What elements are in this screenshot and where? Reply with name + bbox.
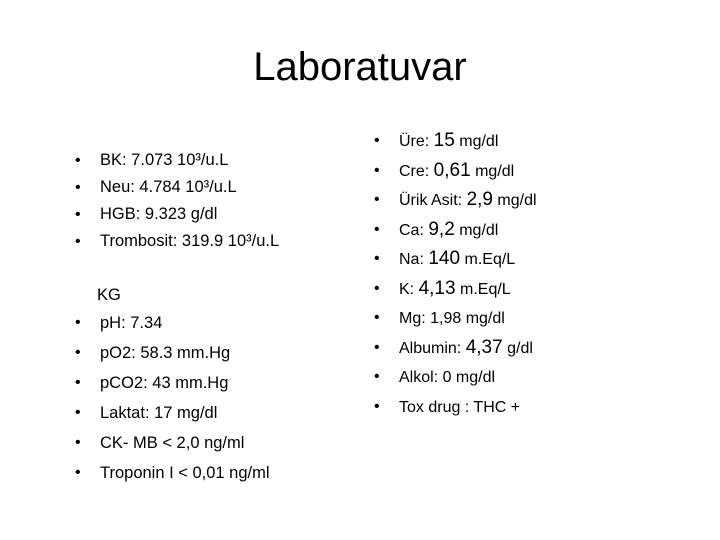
blood-gas-list: [75, 308, 270, 488]
list-item-text: CK- MB < 2,0 ng/ml: [100, 434, 245, 452]
item-value: 2,9: [466, 189, 493, 210]
blood-gas-heading: KG: [97, 286, 121, 304]
list-item-text: pCO2: 43 mm.Hg: [100, 374, 229, 392]
list-item: [374, 392, 537, 422]
bullet-icon: •: [75, 434, 81, 451]
bullet-icon: •: [75, 314, 81, 331]
item-label: Alkol: 0 mg/dl: [399, 369, 496, 386]
list-item: [75, 368, 270, 398]
bullet-icon: •: [75, 206, 81, 223]
list-item: [374, 185, 537, 215]
slide-title: Laboratuvar: [253, 45, 467, 89]
item-label: K:: [399, 280, 419, 298]
item-unit: m.Eq/L: [460, 251, 516, 268]
item-unit: mg/dl: [454, 133, 499, 150]
biochemistry-list: [374, 126, 537, 421]
item-value: 140: [428, 248, 461, 269]
item-label: Tox drug : THC +: [399, 398, 521, 416]
bullet-icon: •: [374, 279, 380, 297]
item-label: Üre:: [399, 133, 434, 150]
list-item-text: Trombosit: 319.9 10³/u.L: [100, 232, 280, 250]
bullet-icon: •: [374, 250, 380, 267]
list-item: [75, 201, 279, 228]
bullet-icon: •: [75, 464, 81, 481]
list-item: [75, 458, 270, 488]
list-item: [374, 126, 537, 156]
bullet-icon: •: [374, 338, 380, 356]
item-unit: mg/dl: [454, 221, 499, 239]
bullet-icon: •: [75, 344, 81, 361]
item-label: Albumin:: [399, 339, 466, 357]
list-item-text: BK: 7.073 10³/u.L: [100, 151, 229, 169]
list-item: [75, 174, 279, 201]
bullet-icon: •: [374, 220, 380, 238]
item-label: Cre:: [399, 162, 434, 180]
list-item-text: HGB: 9.323 g/dl: [100, 205, 218, 223]
list-item-text: pO2: 58.3 mm.Hg: [100, 344, 231, 362]
list-item: [374, 333, 537, 363]
list-item: [75, 147, 279, 174]
item-unit: mg/dl: [492, 192, 537, 209]
list-item: [75, 428, 270, 458]
bullet-icon: •: [374, 368, 380, 385]
item-unit: m.Eq/L: [455, 280, 511, 298]
item-label: Na:: [399, 251, 429, 268]
item-value: 4,13: [418, 277, 456, 299]
list-item: [75, 338, 270, 368]
list-item: [374, 362, 537, 392]
item-label: Ca:: [399, 221, 429, 239]
bullet-icon: •: [75, 179, 81, 196]
item-value: 0,61: [433, 159, 471, 181]
item-unit: g/dl: [502, 339, 533, 357]
list-item: [374, 303, 537, 333]
list-item: [374, 156, 537, 186]
item-value: 15: [433, 130, 455, 151]
list-item-text: Laktat: 17 mg/dl: [100, 404, 218, 422]
bullet-icon: •: [75, 374, 81, 391]
item-unit: mg/dl: [470, 162, 515, 180]
bullet-icon: •: [374, 191, 380, 208]
bullet-icon: •: [374, 309, 380, 326]
bullet-icon: •: [374, 397, 380, 415]
list-item: [374, 244, 537, 274]
list-item-text: Troponin I < 0,01 ng/ml: [100, 464, 270, 482]
list-item: [374, 215, 537, 245]
bullet-icon: •: [374, 161, 380, 179]
list-item: [75, 228, 279, 255]
item-label: Ürik Asit:: [399, 192, 467, 209]
bullet-icon: •: [75, 152, 81, 169]
item-label: Mg: 1,98 mg/dl: [399, 310, 505, 327]
list-item: [75, 308, 270, 338]
list-item-text: pH: 7.34: [100, 314, 163, 332]
item-value: 4,37: [465, 336, 503, 358]
list-item: [374, 274, 537, 304]
bullet-icon: •: [374, 132, 380, 149]
blood-count-list: [75, 147, 279, 255]
list-item-text: Neu: 4.784 10³/u.L: [100, 178, 237, 196]
list-item: [75, 398, 270, 428]
item-value: 9,2: [428, 218, 455, 240]
bullet-icon: •: [75, 233, 81, 250]
bullet-icon: •: [75, 404, 81, 421]
